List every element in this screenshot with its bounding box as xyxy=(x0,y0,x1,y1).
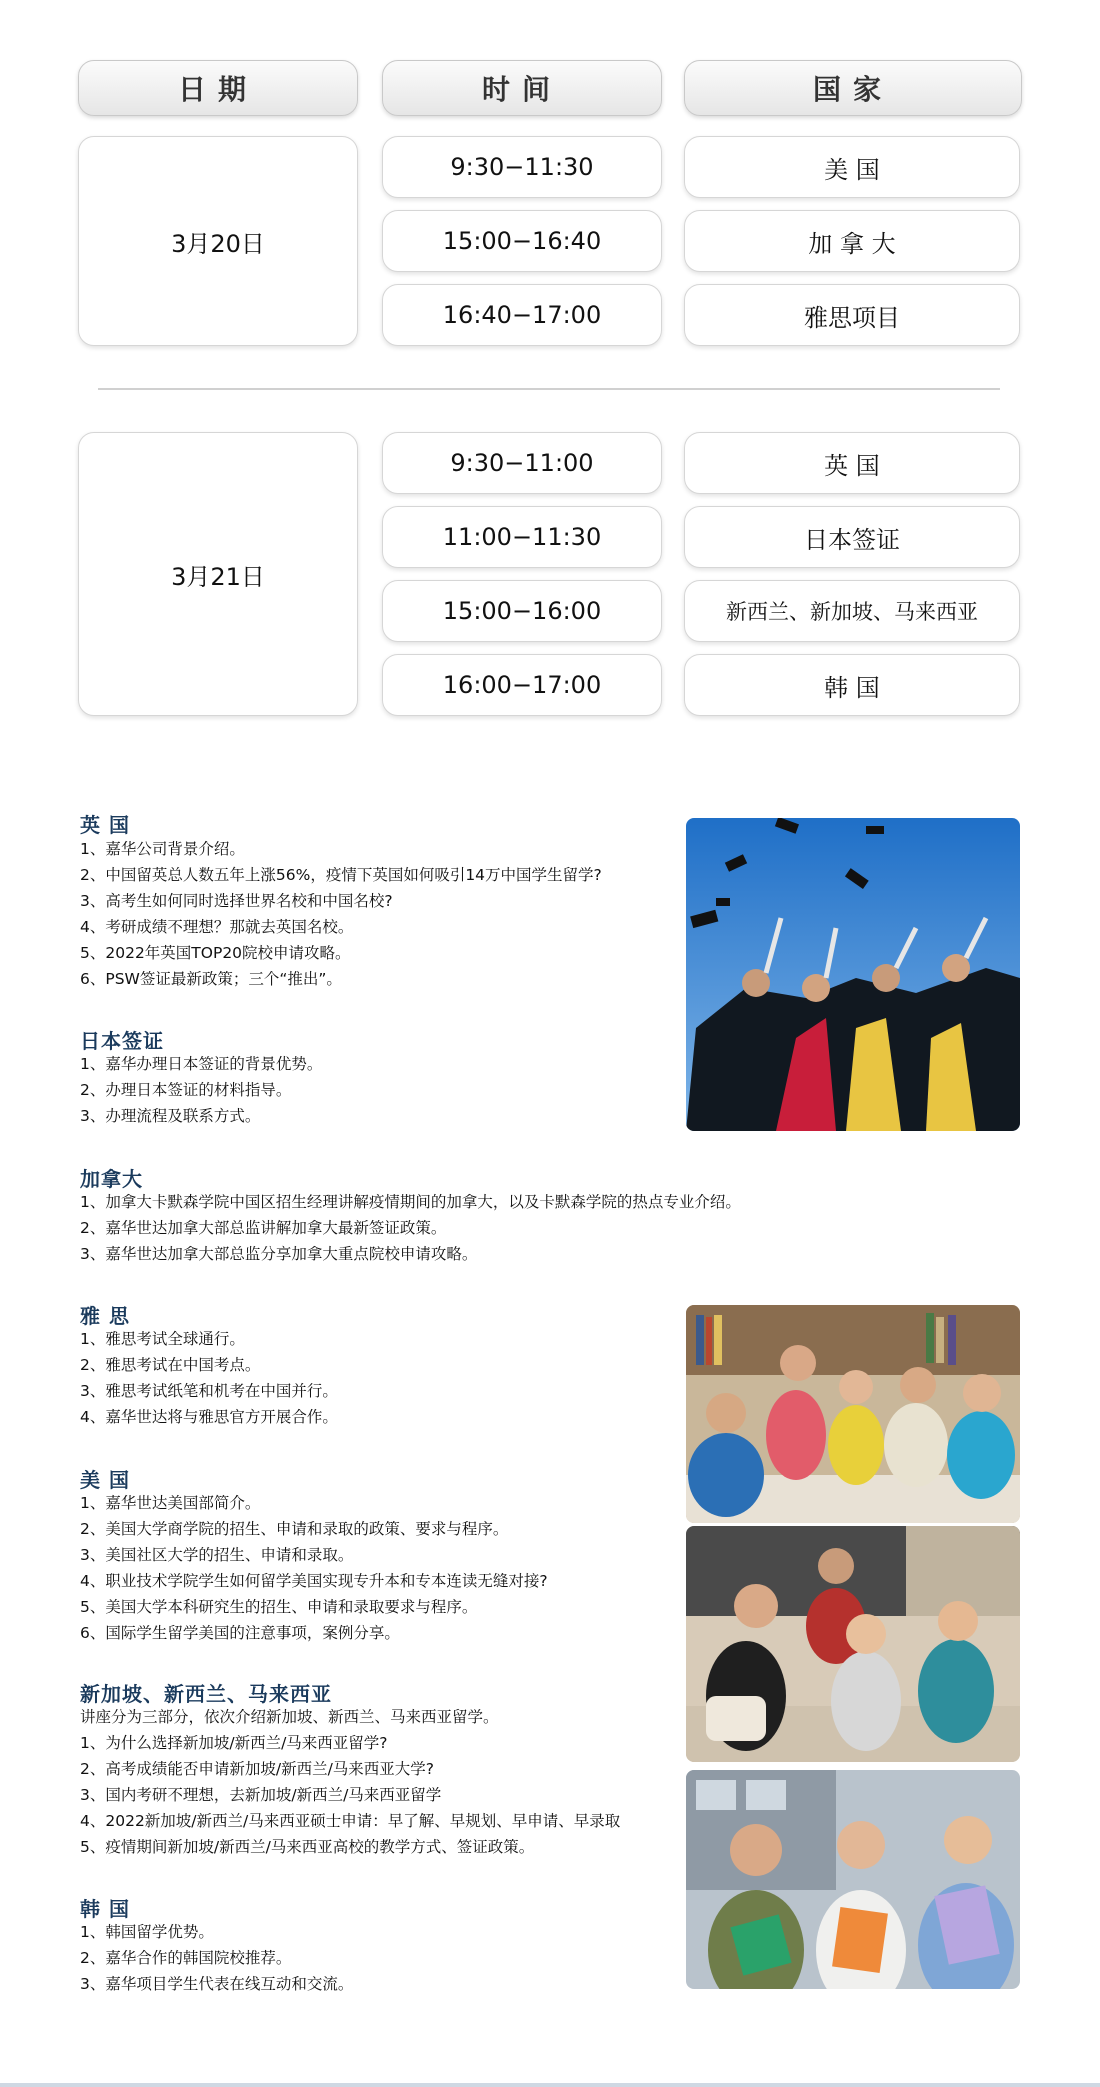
list-item: 5、2022年英国TOP20院校申请攻略。 xyxy=(80,944,351,962)
list-item: 5、美国大学本科研究生的招生、申请和录取要求与程序。 xyxy=(80,1598,478,1616)
day2-time-cell xyxy=(382,432,662,494)
list-item: 3、嘉华项目学生代表在线互动和交流。 xyxy=(80,1975,354,1993)
section-list-japan xyxy=(80,1051,322,1129)
list-item: 5、疫情期间新加坡/新西兰/马来西亚高校的教学方式、签证政策。 xyxy=(80,1838,535,1856)
section-title-usa: 美 国 xyxy=(80,1468,130,1492)
section-title-korea: 韩 国 xyxy=(80,1897,130,1921)
header-time-label: 时间 xyxy=(481,73,562,106)
section-list-canada xyxy=(80,1189,741,1267)
list-item: 1、嘉华世达美国部简介。 xyxy=(80,1494,261,1512)
header-time xyxy=(382,60,662,116)
list-item: 1、雅思考试全球通行。 xyxy=(80,1330,245,1348)
section-list-uk xyxy=(80,836,602,992)
day1-date: 3月20日 xyxy=(171,229,265,258)
list-item: 2、中国留英总人数五年上涨56%，疫情下英国如何吸引14万中国学生留学? xyxy=(80,866,602,884)
country-value: 韩 国 xyxy=(824,673,880,702)
list-item: 3、嘉华世达加拿大部总监分享加拿大重点院校申请攻略。 xyxy=(80,1245,478,1263)
day2-time-cell xyxy=(382,580,662,642)
list-item: 1、加拿大卡默森学院中国区招生经理讲解疫情期间的加拿大，以及卡默森学院的热点专业介绍。 xyxy=(80,1193,741,1211)
country-value: 日本签证 xyxy=(804,525,900,554)
list-item: 3、雅思考试纸笔和机考在中国并行。 xyxy=(80,1382,338,1400)
day2-date-cell xyxy=(78,432,358,716)
list-item: 3、高考生如何同时选择世界名校和中国名校? xyxy=(80,892,393,910)
country-value: 英 国 xyxy=(824,451,880,480)
list-item: 4、考研成绩不理想？那就去英国名校。 xyxy=(80,918,354,936)
country-value: 加 拿 大 xyxy=(808,229,896,258)
time-value: 11:00−11:30 xyxy=(442,523,602,551)
day1-country-cell xyxy=(684,284,1020,346)
day1-time-cell xyxy=(382,210,662,272)
list-item: 1、韩国留学优势。 xyxy=(80,1923,214,1941)
day1-time-cell xyxy=(382,284,662,346)
list-item: 2、办理日本签证的材料指导。 xyxy=(80,1081,292,1099)
day1-country-cell xyxy=(684,210,1020,272)
graduation-photo xyxy=(686,818,1020,1131)
students-library-photo xyxy=(686,1305,1020,1523)
day1-time-cell xyxy=(382,136,662,198)
time-value: 9:30−11:00 xyxy=(450,449,594,477)
day2-country-cell xyxy=(684,654,1020,716)
list-item: 2、嘉华合作的韩国院校推荐。 xyxy=(80,1949,292,1967)
list-item: 4、嘉华世达将与雅思官方开展合作。 xyxy=(80,1408,338,1426)
header-date xyxy=(78,60,358,116)
list-item: 讲座分为三部分，依次介绍新加坡、新西兰、马来西亚留学。 xyxy=(80,1708,499,1726)
country-value: 新西兰、新加坡、马来西亚 xyxy=(726,600,978,624)
section-list-sea xyxy=(80,1704,620,1860)
students-books-photo xyxy=(686,1770,1020,1989)
day1-country-cell xyxy=(684,136,1020,198)
header-country xyxy=(684,60,1022,116)
header-country-label: 国家 xyxy=(812,73,893,106)
day1-date-cell xyxy=(78,136,358,346)
list-item: 1、嘉华办理日本签证的背景优势。 xyxy=(80,1055,323,1073)
time-value: 16:00−17:00 xyxy=(442,671,602,699)
time-value: 15:00−16:00 xyxy=(442,597,602,625)
header-date-label: 日期 xyxy=(177,73,258,106)
section-title-sea: 新加坡、新西兰、马来西亚 xyxy=(80,1682,332,1706)
list-item: 2、嘉华世达加拿大部总监讲解加拿大最新签证政策。 xyxy=(80,1219,447,1237)
list-item: 3、美国社区大学的招生、申请和录取。 xyxy=(80,1546,354,1564)
section-title-ielts: 雅 思 xyxy=(80,1304,130,1328)
list-item: 1、嘉华公司背景介绍。 xyxy=(80,840,245,858)
section-list-korea xyxy=(80,1919,353,1997)
list-item: 2、雅思考试在中国考点。 xyxy=(80,1356,261,1374)
students-outdoor-photo xyxy=(686,1526,1020,1762)
section-list-usa xyxy=(80,1490,548,1646)
day2-country-cell xyxy=(684,432,1020,494)
list-item: 4、2022新加坡/新西兰/马来西亚硕士申请：早了解、早规划、早申请、早录取 xyxy=(80,1812,621,1830)
list-item: 2、美国大学商学院的招生、申请和录取的政策、要求与程序。 xyxy=(80,1520,509,1538)
day2-country-cell xyxy=(684,506,1020,568)
time-value: 15:00−16:40 xyxy=(442,227,602,255)
time-value: 9:30−11:30 xyxy=(450,153,594,181)
day2-date: 3月21日 xyxy=(171,562,265,591)
day2-time-cell xyxy=(382,506,662,568)
time-value: 16:40−17:00 xyxy=(442,301,602,329)
day2-time-cell xyxy=(382,654,662,716)
list-item: 3、办理流程及联系方式。 xyxy=(80,1107,261,1125)
day2-country-cell xyxy=(684,580,1020,642)
section-title-uk: 英 国 xyxy=(80,813,130,837)
section-title-canada: 加拿大 xyxy=(80,1167,143,1191)
schedule-divider xyxy=(98,388,1000,390)
bottom-bar xyxy=(0,2083,1100,2087)
list-item: 6、PSW签证最新政策；三个“推出”。 xyxy=(80,970,342,988)
list-item: 2、高考成绩能否申请新加坡/新西兰/马来西亚大学? xyxy=(80,1760,435,1778)
country-value: 美 国 xyxy=(824,155,880,184)
list-item: 4、职业技术学院学生如何留学美国实现专升本和专本连读无缝对接? xyxy=(80,1572,548,1590)
section-list-ielts xyxy=(80,1326,338,1430)
list-item: 3、国内考研不理想，去新加坡/新西兰/马来西亚留学 xyxy=(80,1786,442,1804)
country-value: 雅思项目 xyxy=(804,303,900,332)
section-title-japan: 日本签证 xyxy=(80,1029,164,1053)
list-item: 6、国际学生留学美国的注意事项，案例分享。 xyxy=(80,1624,400,1642)
list-item: 1、为什么选择新加坡/新西兰/马来西亚留学? xyxy=(80,1734,388,1752)
